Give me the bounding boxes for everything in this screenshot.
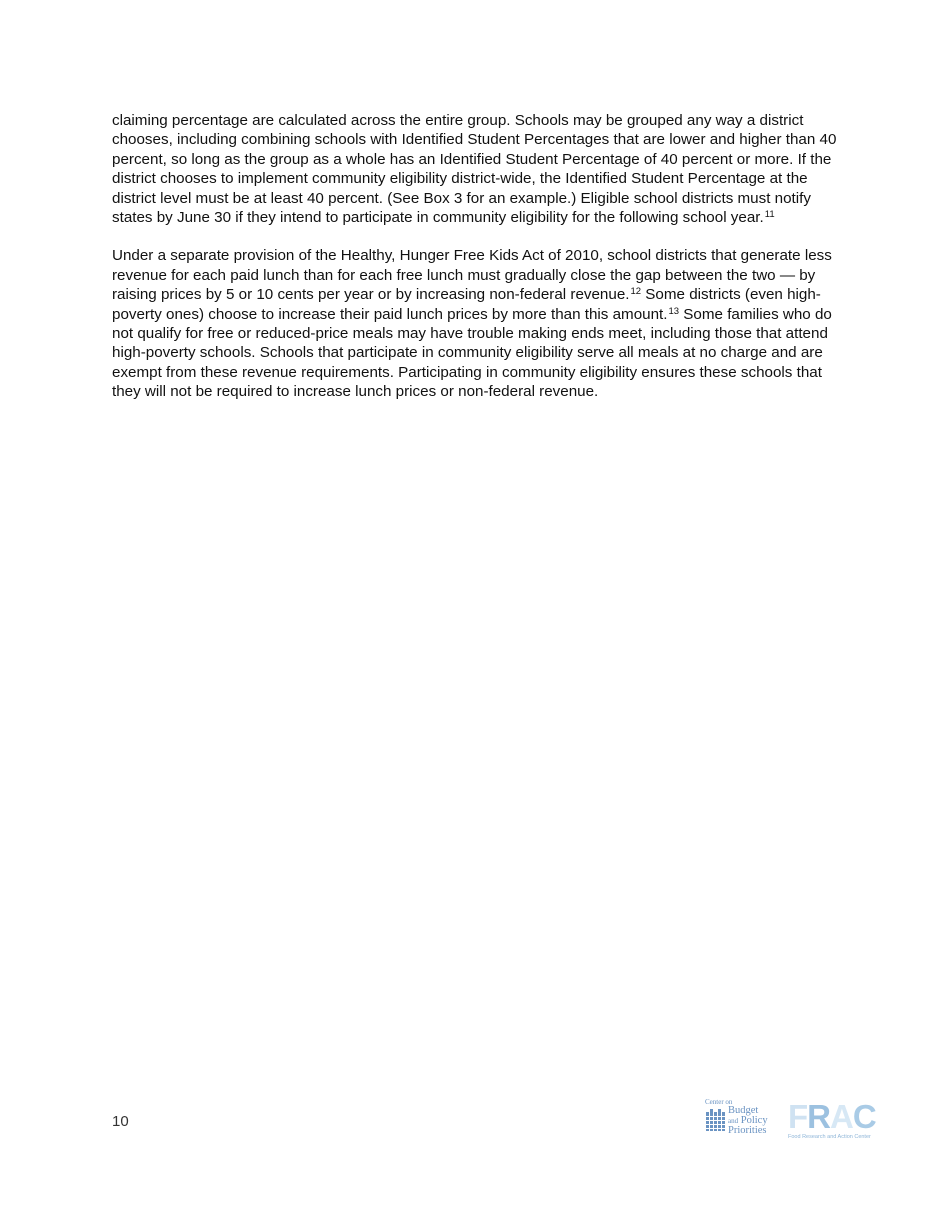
paragraph-2 [112, 246, 838, 401]
body-text [112, 111, 838, 421]
footnote-ref-13[interactable]: 13 [668, 305, 680, 317]
frac-logo-subtitle: Food Research and Action Center [788, 1134, 871, 1140]
frac-logo [788, 1098, 876, 1144]
paragraph-1 [112, 111, 838, 227]
paragraph-2-text-part1: Under a separate provision of the Healthy, Hunger Free Kids Act of 2010, school districts that generate less revenue for each paid lunch than for each free lunch must gradually close the gap between the two — by raising prices by 5 or 10 cents per year or by increasing non-federal revenue. [112, 247, 832, 304]
cbpp-logo [704, 1098, 772, 1142]
paragraph-1-text: claiming percentage are calculated across the entire group. Schools may be grouped any way a district chooses, including combining schools with Identified Student Percentages that are lower and higher than 40 percent, so long as the group as a whole has an Identified Student Percentage of 40 percent or more. If the district chooses to implement community eligibility district-wide, the Identified Student Percentage at the district level must be at least 40 percent. (See Box 3 for an example.) Eligible school districts must notify states by June 30 if they intend to participate in community eligibility for the following school year. [112, 112, 837, 227]
footnote-ref-11[interactable]: 11 [764, 209, 775, 221]
paragraph-2-text-part2: Some districts (even high-poverty ones) choose to increase their paid lunch prices by more than this amount. [112, 286, 821, 323]
cbpp-logo-policy: Policy [740, 1115, 768, 1126]
cbpp-logo-line3: Priorities [728, 1125, 767, 1136]
footnote-ref-12[interactable]: 12 [630, 286, 642, 298]
frac-letter-a: A [830, 1098, 853, 1135]
frac-logo-letters [788, 1100, 876, 1134]
cbpp-grid-icon [705, 1108, 727, 1132]
cbpp-logo-and: and [728, 1117, 739, 1125]
page-number: 10 [112, 1113, 129, 1130]
frac-letter-r: R [807, 1098, 831, 1135]
cbpp-logo-small-text: Center on [705, 1098, 733, 1106]
cbpp-logo-line1: Budget [728, 1105, 759, 1116]
cbpp-logo-text [728, 1106, 768, 1136]
paragraph-2-text-part3: Some families who do not qualify for free or reduced-price meals may have trouble making ends meet, including those that attend high-poverty schools. Schools that participate in community eligibility serve all meals at no charge and are exempt from these revenue requirements. Participating in community eligibility ensures these schools that they will not be required to increase lunch prices or non-federal revenue. [112, 305, 832, 401]
frac-letter-f: F [788, 1098, 808, 1135]
footer-logos [704, 1098, 874, 1144]
frac-letter-c: C [852, 1098, 876, 1135]
